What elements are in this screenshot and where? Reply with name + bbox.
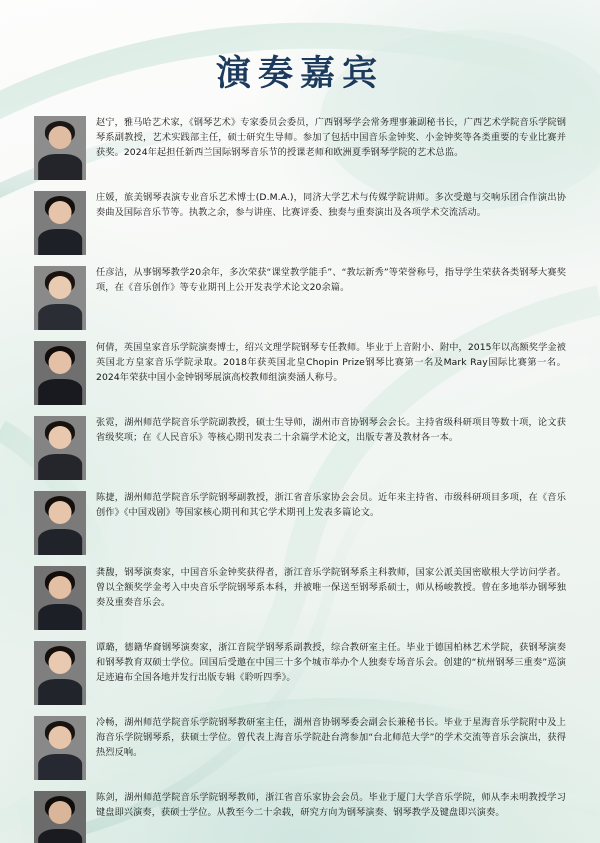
list-item [34, 266, 566, 330]
avatar [34, 791, 86, 843]
page-title: 演奏嘉宾 [215, 53, 384, 94]
guest-bio: 赵宁，雅马哈艺术家，《钢琴艺术》专家委员会委员，广西钢琴学会常务理事兼副秘书长，广西艺术学院音乐学院钢琴系副教授，艺术实践部主任，硕士研究生导师。参加了包括中国音乐金钟奖、小金钟奖等各类重要的专业比赛并获奖。2024年起担任新西兰国际钢琴音乐节的授课老师和欧洲夏季钢琴学院的艺术总监。 [96, 117, 566, 158]
guest-bio: 任彦洁，从事钢琴教学20余年，多次荣获“课堂教学能手”、“教坛新秀”等荣誉称号，指导学生荣获各类钢琴大赛奖项，在《音乐创作》等专业期刊上公开发表学术论文20余篇。 [96, 267, 566, 293]
avatar [34, 341, 86, 405]
guest-bio: 冷畅，湖州师范学院音乐学院钢琴教研室主任，湖州音协钢琴委会副会长兼秘书长。毕业于星海音乐学院附中及上海音乐学院钢琴系，获硕士学位。曾代表上海音乐学院赴台湾参加“台北师范大学”的学术交流等音乐会演出，获得热烈反响。 [96, 717, 566, 758]
guest-bio: 庄媛，旅美钢琴表演专业音乐艺术博士(D.M.A.)，同济大学艺术与传媒学院讲师。多次受邀与交响乐团合作演出协奏曲及国际音乐节等。执教之余，参与讲座、比赛评委、独奏与重奏演出及各项学术交流活动。 [96, 192, 566, 218]
list-item [34, 341, 566, 405]
list-item [34, 416, 566, 480]
avatar [34, 266, 86, 330]
list-item [34, 641, 566, 705]
list-item [34, 191, 566, 255]
avatar [34, 416, 86, 480]
guest-bio: 陈剑，湖州师范学院音乐学院钢琴教师，浙江省音乐家协会会员。毕业于厦门大学音乐学院，师从李未明教授学习键盘即兴演奏，获硕士学位。从教至今二十余载，研究方向为钢琴演奏、钢琴教学及键盘即兴演奏。 [96, 792, 566, 818]
avatar [34, 641, 86, 705]
guest-list [34, 116, 566, 843]
avatar [34, 566, 86, 630]
guest-bio: 张霓，湖州师范学院音乐学院副教授，硕士生导师，湖州市音协钢琴会会长。主持省级科研项目等数十项，论文获省级奖项；在《人民音乐》等核心期刊发表二十余篇学术论文，出版专著及教材各一本。 [96, 417, 566, 443]
guest-bio: 陈捷，湖州师范学院音乐学院钢琴副教授，浙江省音乐家协会会员。近年来主持省、市级科研项目多项，在《音乐创作》《中国戏剧》等国家核心期刊和其它学术期刊上发表多篇论文。 [96, 492, 566, 518]
avatar [34, 716, 86, 780]
guest-bio: 谭璐，德籍华裔钢琴演奏家，浙江音院学钢琴系副教授，综合教研室主任。毕业于德国柏林艺术学院，获钢琴演奏和钢琴教育双硕士学位。回国后受邀在中国三十多个城市举办个人独奏专场音乐会。创建的“杭州钢琴三重奏”巡演足迹遍布全国各地并发行出版专辑《聆听四季》。 [96, 642, 566, 683]
list-item [34, 716, 566, 780]
avatar [34, 491, 86, 555]
guest-bio: 何倩，英国皇家音乐学院演奏博士，绍兴文理学院钢琴专任教师。毕业于上音附小、附中，2015年以高额奖学金被英国北方皇家音乐学院录取。2018年获英国北皇Chopin Prize钢琴比赛第一名及Mark Ray国际比赛第一名。2024年荣获中国小金钟钢琴展演高校教师组演奏涵人称号。 [96, 342, 566, 383]
list-item [34, 791, 566, 843]
guest-bio: 龚馥，钢琴演奏家，中国音乐金钟奖获得者，浙江音乐学院钢琴系主科教师，国家公派美国密歇根大学访问学者。曾以全额奖学金考入中央音乐学院钢琴系本科，并被唯一保送至钢琴系硕士，师从杨峻教授。曾在多地举办钢琴独奏及重奏音乐会。 [96, 567, 566, 608]
list-item [34, 566, 566, 630]
list-item [34, 491, 566, 555]
avatar [34, 116, 86, 180]
avatar [34, 191, 86, 255]
list-item [34, 116, 566, 180]
